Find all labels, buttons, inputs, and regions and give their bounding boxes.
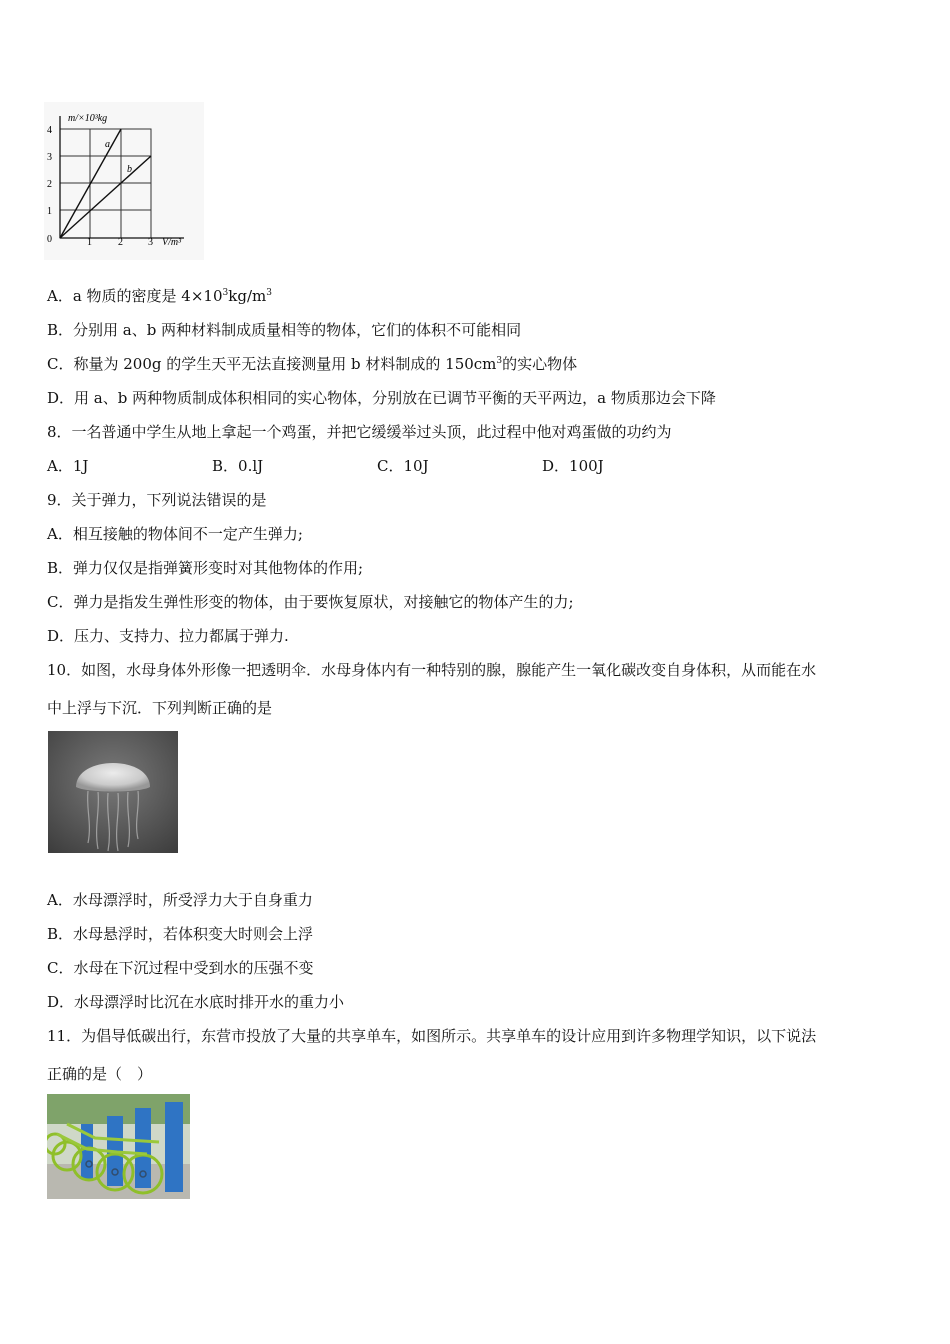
q9-option-c: C．弹力是指发生弹性形变的物体，由于要恢复原状，对接触它的物体产生的力; (47, 593, 574, 611)
q9-option-a: A．相互接触的物体间不一定产生弹力; (47, 525, 303, 543)
jellyfish-photo (48, 731, 178, 853)
tick-label: 3 (148, 237, 153, 248)
tick-label: 4 (47, 125, 52, 136)
shared-bikes-photo (47, 1094, 190, 1199)
q10-stem-line1: 10．如图，水母身体外形像一把透明伞．水母身体内有一种特别的腺，腺能产生一氧化碳改变自身体积，从而能在水 (47, 661, 817, 679)
q8-option-c: C．10J (377, 457, 429, 475)
tick-label: 3 (47, 152, 52, 163)
tick-label: 2 (118, 237, 123, 248)
q11-stem-line2: 正确的是（ ） (47, 1065, 153, 1083)
q9-option-b: B．弹力仅仅是指弹簧形变时对其他物体的作用; (47, 559, 364, 577)
y-axis-label: m/×10³kg (68, 113, 108, 124)
q8-option-a: A．1J (47, 457, 89, 475)
q7-option-b: B．分别用 a、b 两种材料制成质量相等的物体，它们的体积不可能相同 (47, 321, 522, 339)
tick-label: 1 (47, 206, 52, 217)
q10-stem-line2: 中上浮与下沉．下列判断正确的是 (47, 699, 273, 717)
q10-option-c: C．水母在下沉过程中受到水的压强不变 (47, 959, 314, 977)
tick-label: 0 (47, 234, 52, 245)
line-b-label: b (127, 164, 132, 175)
q8-option-d: D．100J (542, 457, 604, 475)
q7-option-c: C．称量为 200g 的学生天平无法直接测量用 b 材料制成的 $150cm^3$的实心物体 (47, 355, 578, 373)
tick-label: 2 (47, 179, 52, 190)
q10-option-a: A．水母漂浮时，所受浮力大于自身重力 (47, 891, 313, 909)
q10-option-b: B．水母悬浮时，若体积变大时则会上浮 (47, 925, 314, 943)
q11-stem-line1: 11．为倡导低碳出行，东营市投放了大量的共享单车，如图所示。共享单车的设计应用到许多物理学知识，以下说法 (47, 1027, 817, 1045)
x-axis-label: V/m³ (162, 237, 182, 248)
q9-option-d: D．压力、支持力、拉力都属于弹力. (47, 627, 289, 645)
q8-option-b: B．0.lJ (212, 457, 264, 475)
q9-stem: 9．关于弹力，下列说法错误的是 (47, 491, 267, 509)
q10-option-d: D．水母漂浮时比沉在水底时排开水的重力小 (47, 993, 345, 1011)
q7-option-a: A．a 物质的密度是 $4\times 10^3kg/m^3$ (47, 287, 272, 305)
q8-stem: 8．一名普通中学生从地上拿起一个鸡蛋，并把它缓缓举过头顶，此过程中他对鸡蛋做的功约为 (47, 423, 672, 441)
mass-volume-graph (44, 102, 204, 260)
line-a-label: a (105, 139, 110, 150)
tick-label: 1 (87, 237, 92, 248)
q7-option-d: D．用 a、b 两种物质制成体积相同的实心物体，分别放在已调节平衡的天平两边，a 物质那边会下降 (47, 389, 716, 407)
